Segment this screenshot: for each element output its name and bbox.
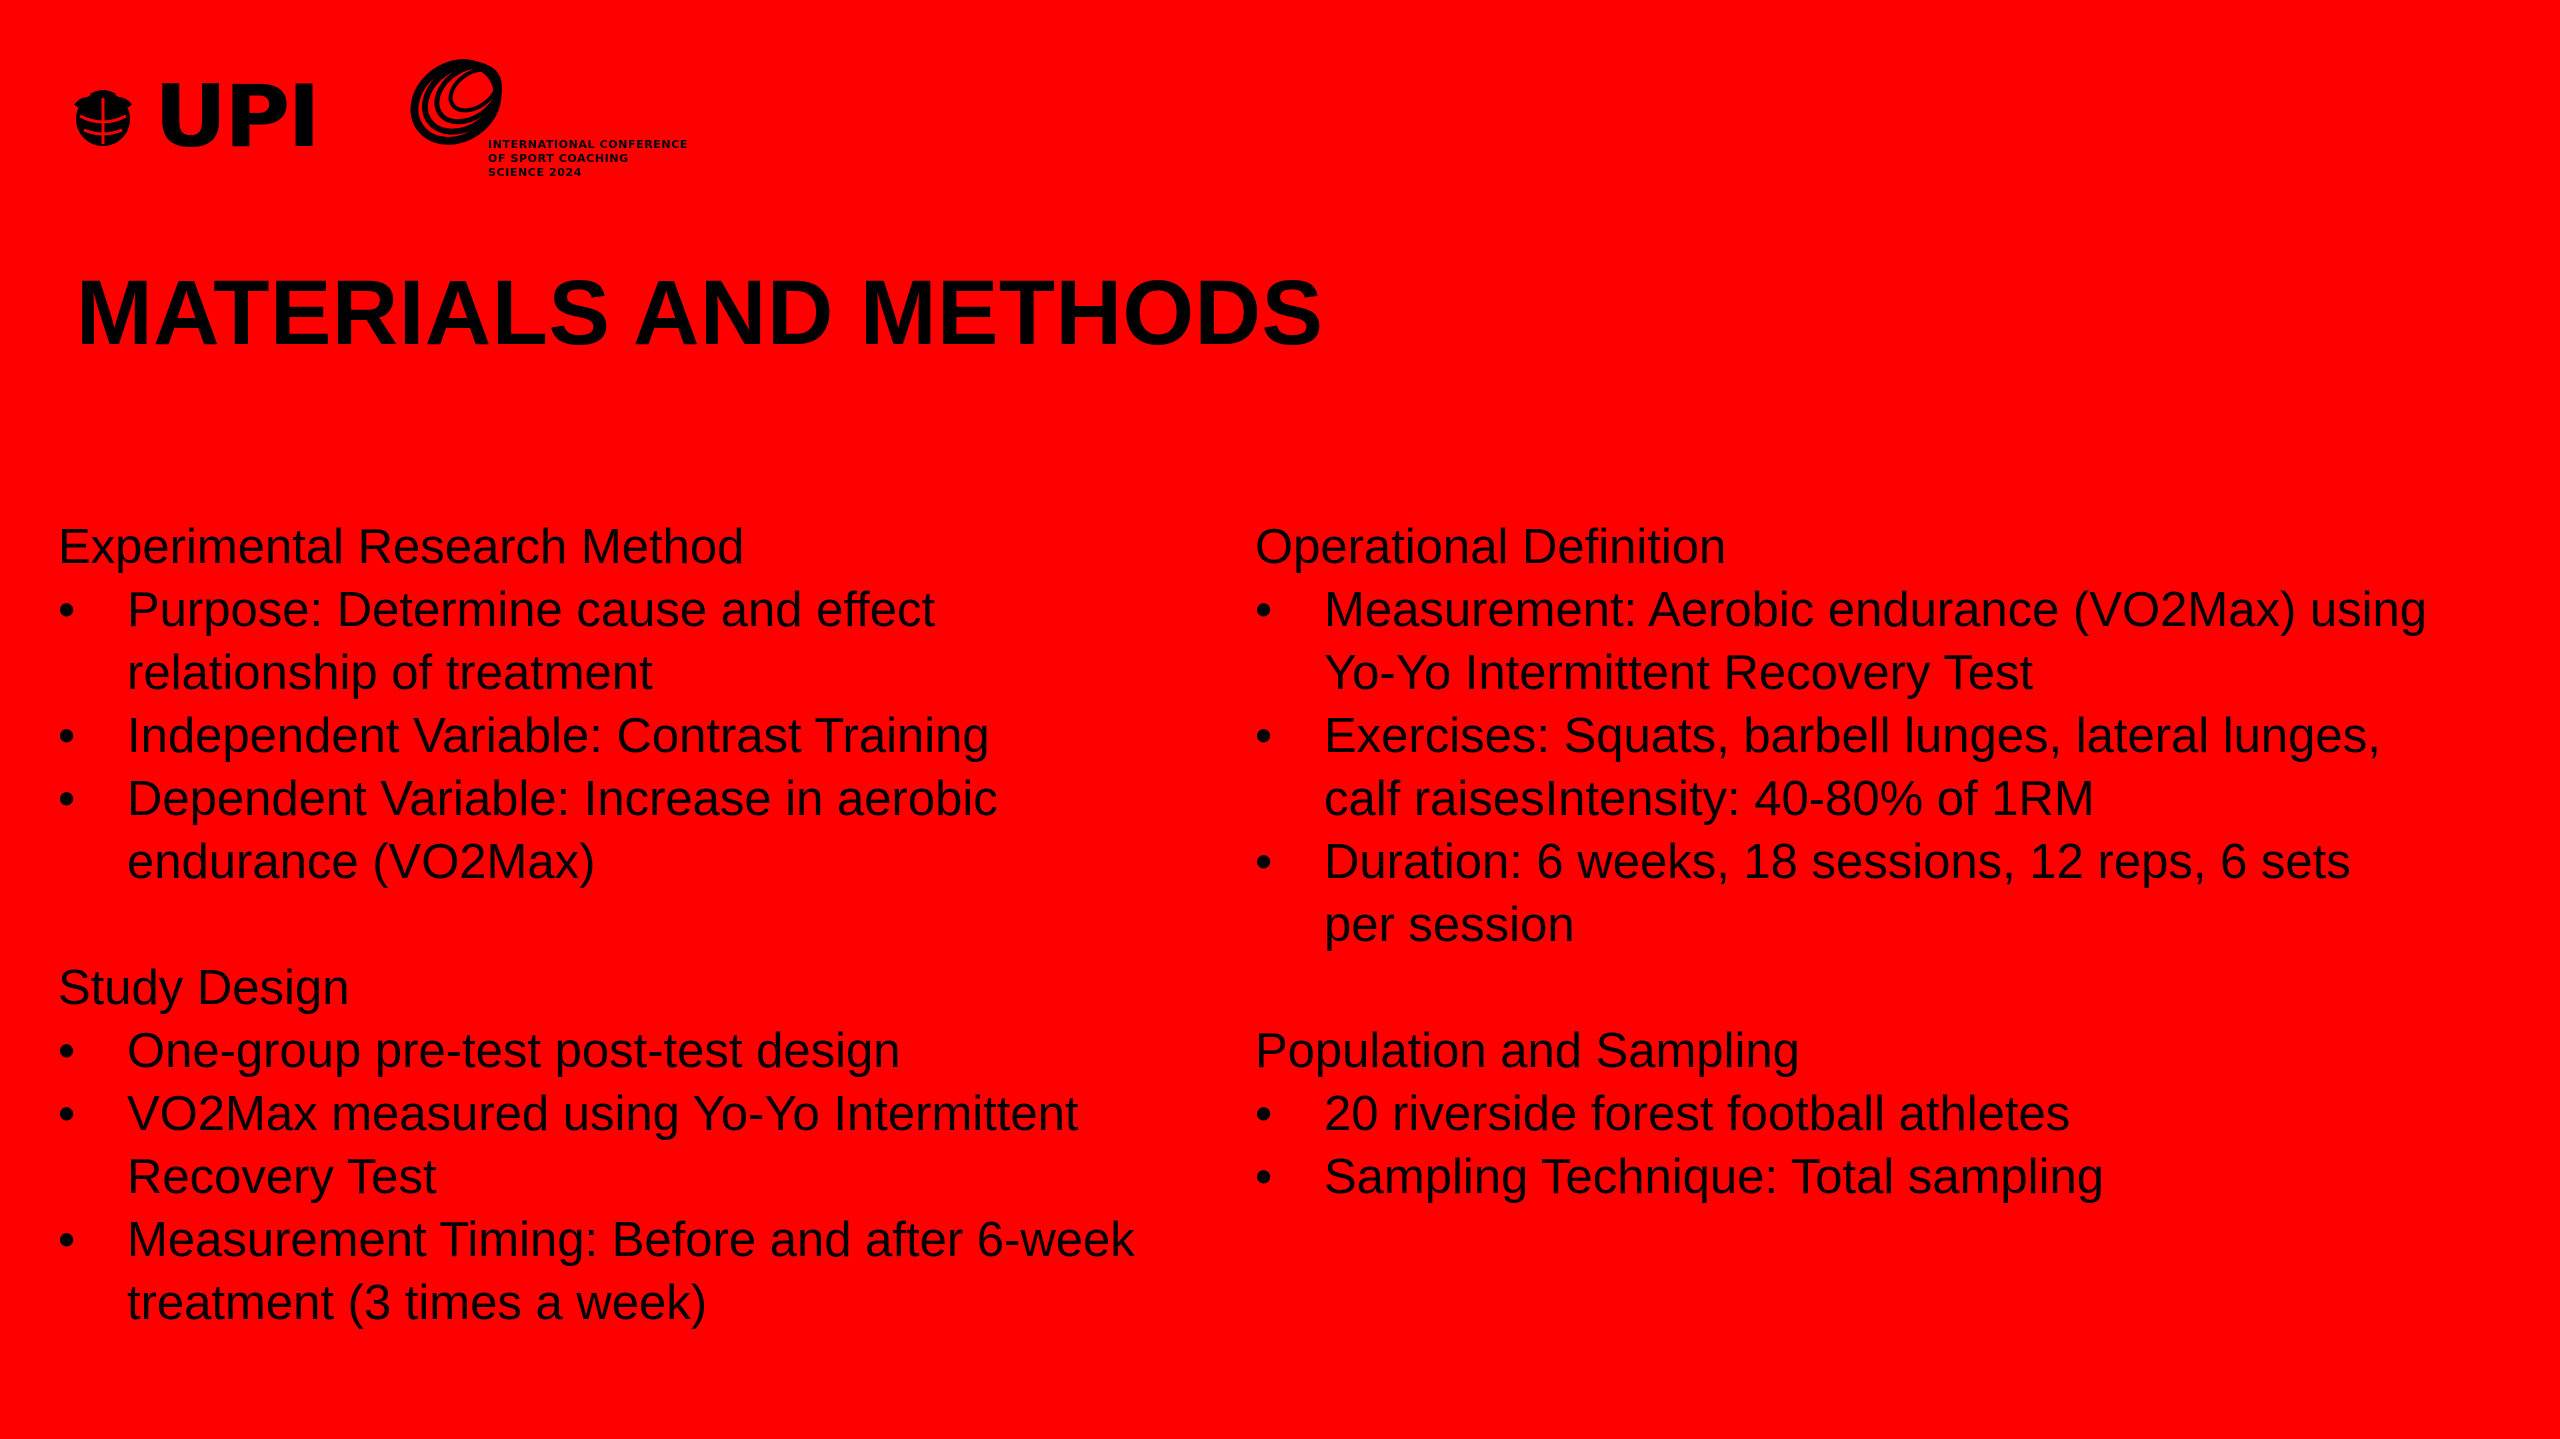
bullet-text: Measurement: Aerobic endurance (VO2Max) using Yo-Yo Intermittent Recovery Test	[1324, 583, 2428, 700]
bullet-icon: •	[1255, 835, 1273, 889]
bullet-text: Measurement Timing: Before and after 6-week treatment (3 times a week)	[127, 1213, 1135, 1330]
bullet-text: Exercises: Squats, barbell lunges, lateral lunges, calf raisesIntensity: 40-80% of 1RM	[1324, 709, 2381, 826]
bullet-icon: •	[1255, 1150, 1273, 1204]
bullet-text: Sampling Technique: Total sampling	[1324, 1150, 2104, 1204]
right-column	[1255, 516, 2435, 1209]
bullet-item	[58, 1209, 1188, 1335]
bullet-list	[1255, 579, 2435, 957]
section-operational-definition	[1255, 516, 2435, 957]
conference-name	[488, 138, 728, 180]
bullet-item	[1255, 1083, 2435, 1146]
bullet-item	[1255, 705, 2435, 831]
bullet-list	[58, 1020, 1188, 1335]
bullet-icon: •	[1255, 1087, 1273, 1141]
upi-logo	[72, 67, 318, 167]
bullet-list	[58, 579, 1188, 894]
bullet-item	[1255, 1146, 2435, 1209]
bullet-item	[1255, 579, 2435, 705]
bullet-item	[58, 768, 1188, 894]
bullet-icon: •	[58, 1213, 76, 1267]
bullet-icon: •	[58, 1024, 76, 1078]
bullet-icon: •	[1255, 583, 1273, 637]
section-heading: Population and Sampling	[1255, 1024, 1800, 1078]
section-experimental-research-method	[58, 516, 1188, 894]
conference-name-line: OF SPORT COACHING	[488, 152, 629, 165]
bullet-text: Purpose: Determine cause and effect relationship of treatment	[127, 583, 936, 700]
bullet-item	[58, 579, 1188, 705]
bullet-text: One-group pre-test post-test design	[127, 1024, 901, 1078]
section-study-design	[58, 957, 1188, 1335]
bullet-text: Dependent Variable: Increase in aerobic endurance (VO2Max)	[127, 772, 998, 889]
bullet-icon: •	[58, 583, 76, 637]
bullet-icon: •	[1255, 709, 1273, 763]
upi-emblem-icon	[72, 86, 134, 148]
conference-name-line: SCIENCE 2024	[488, 166, 583, 179]
upi-wordmark: UPI	[154, 67, 318, 167]
section-heading: Study Design	[58, 961, 350, 1015]
conference-name-line: INTERNATIONAL CONFERENCE	[488, 138, 688, 151]
bullet-text: Independent Variable: Contrast Training	[127, 709, 990, 763]
bullet-icon: •	[58, 709, 76, 763]
slide-title: MATERIALS AND METHODS	[76, 262, 1324, 364]
bullet-item	[1255, 831, 2435, 957]
bullet-item	[58, 1020, 1188, 1083]
section-population-and-sampling	[1255, 1020, 2435, 1209]
section-heading: Operational Definition	[1255, 520, 1727, 574]
bullet-text: VO2Max measured using Yo-Yo Intermittent Recovery Test	[127, 1087, 1079, 1204]
bullet-icon: •	[58, 1087, 76, 1141]
conference-logo	[390, 50, 710, 190]
bullet-item	[58, 705, 1188, 768]
bullet-text: 20 riverside forest football athletes	[1324, 1087, 2071, 1141]
bullet-list	[1255, 1083, 2435, 1209]
bullet-icon: •	[58, 772, 76, 826]
left-column	[58, 516, 1188, 1335]
bullet-item	[58, 1083, 1188, 1209]
section-heading: Experimental Research Method	[58, 520, 745, 574]
bullet-text: Duration: 6 weeks, 18 sessions, 12 reps, 6 sets per session	[1324, 835, 2351, 952]
